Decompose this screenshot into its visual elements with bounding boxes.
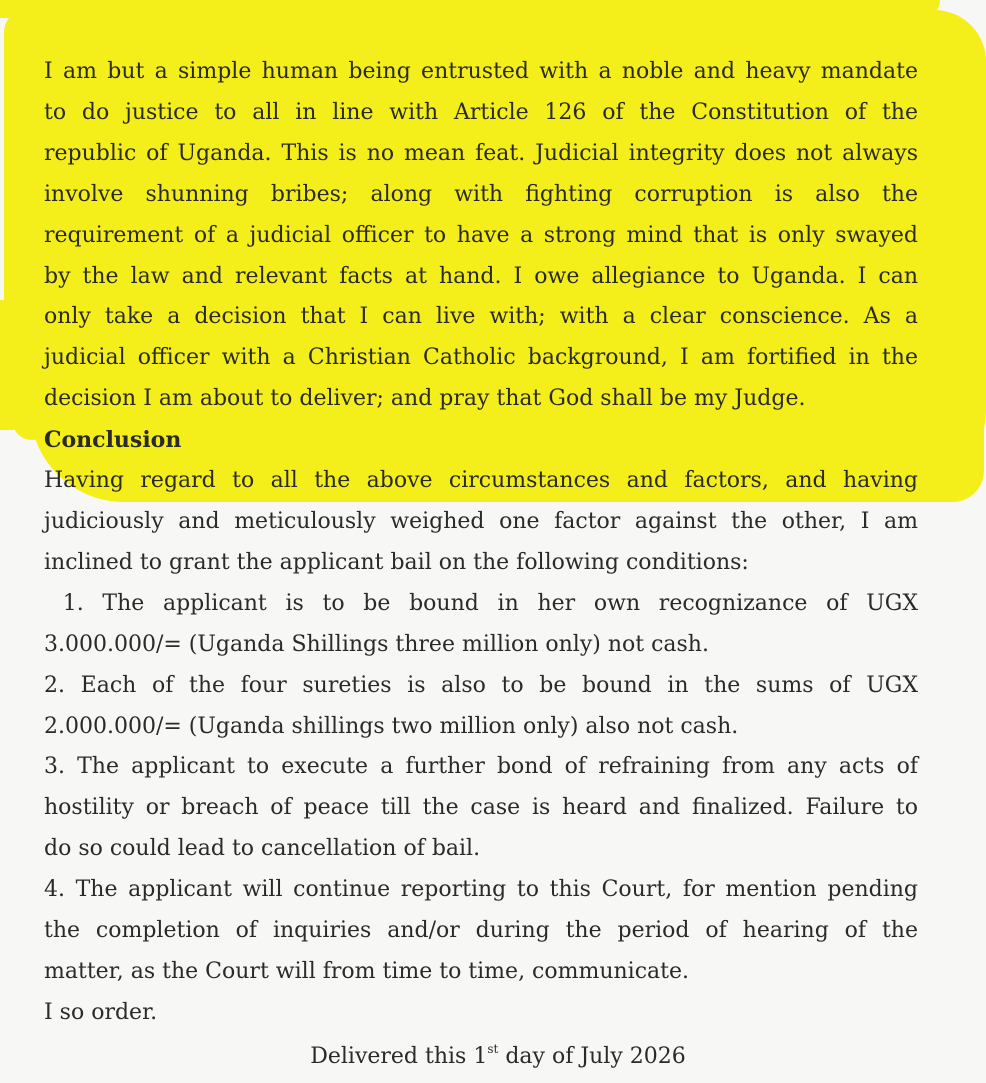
condition3-line: do so could lead to cancellation of bail.: [44, 836, 481, 862]
ruling-body: [44, 52, 918, 1034]
paragraph1-line: decision I am about to deliver; and pray that God shall be my Judge.: [44, 386, 806, 412]
condition4-line: the completion of inquiries and/or during the period of hearing of the: [44, 918, 918, 944]
paragraph1-line: judicial officer with a Christian Catholic background, I am fortified in the: [44, 345, 918, 371]
paragraph1-line: only take a decision that I can live with; with a clear conscience. As a: [44, 304, 918, 330]
delivery-prefix: Delivered this 1: [310, 1044, 488, 1069]
paragraph2-line: judiciously and meticulously weighed one factor against the other, I am: [44, 508, 918, 534]
delivery-date: day of July 2026: [498, 1044, 686, 1069]
paragraph1-line: I am but a simple human being entrusted with a noble and heavy mandate: [44, 59, 918, 84]
condition4-line: 4. The applicant will continue reporting to this Court, for mention pending: [44, 877, 918, 903]
paragraph1-line: requirement of a judicial officer to have a strong mind that is only swayed: [44, 222, 918, 248]
condition2-line: 2. Each of the four sureties is also to be bound in the sums of UGX: [44, 672, 918, 698]
condition1-line: 3.000.000/= (Uganda Shillings three million only) not cash.: [44, 631, 709, 657]
paragraph1-line: to do justice to all in line with Article 126 of the Constitution of the: [44, 99, 918, 125]
delivery-ordinal: st: [487, 1042, 499, 1056]
paragraph1-line: by the law and relevant facts at hand. I owe allegiance to Uganda. I can: [44, 263, 918, 289]
paragraph1-line: involve shunning bribes; along with fighting corruption is also the: [44, 181, 918, 207]
delivery-line: [0, 1037, 986, 1077]
condition3-line: hostility or breach of peace till the case is heard and finalized. Failure to: [44, 795, 918, 821]
paragraph2-line: Having regard to all the above circumstances and factors, and having: [44, 468, 918, 494]
section-heading-conclusion: Conclusion: [44, 427, 182, 454]
condition1-line: 1. The applicant is to be bound in her own recognizance of UGX: [44, 590, 918, 616]
paragraph2-line: inclined to grant the applicant bail on the following conditions:: [44, 549, 749, 575]
order-statement: I so order.: [44, 999, 158, 1025]
condition4-line: matter, as the Court will from time to time, communicate.: [44, 958, 690, 984]
paragraph1-line: republic of Uganda. This is no mean feat. Judicial integrity does not always: [44, 140, 918, 166]
condition2-line: 2.000.000/= (Uganda shillings two million only) also not cash.: [44, 713, 739, 739]
condition3-line: 3. The applicant to execute a further bond of refraining from any acts of: [44, 754, 918, 780]
